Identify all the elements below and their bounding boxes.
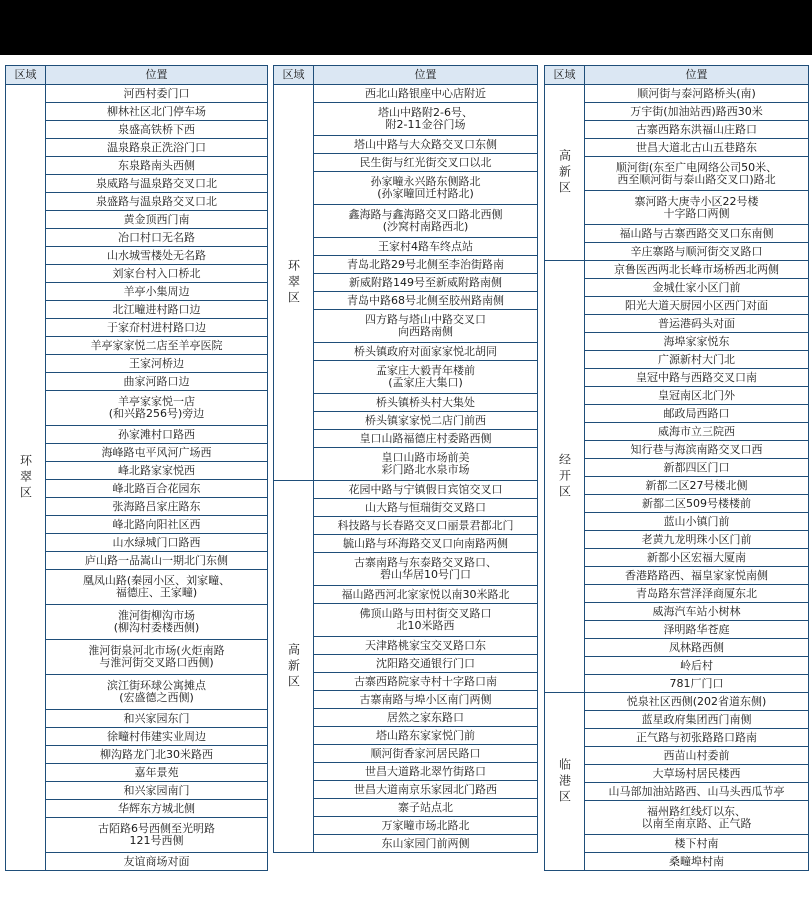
table-row bbox=[545, 549, 809, 567]
table-row bbox=[6, 319, 268, 337]
location-cell: 新都二区509号楼楼前 bbox=[585, 495, 809, 513]
table-row bbox=[545, 765, 809, 783]
table-row bbox=[545, 747, 809, 765]
location-cell: 曲家河路口边 bbox=[46, 373, 268, 391]
location-cell: 山水城雪楼处无名路 bbox=[46, 247, 268, 265]
location-list-sheet bbox=[0, 55, 812, 900]
location-cell: 顺河街与泰河路桥头(南) bbox=[585, 85, 809, 103]
table-row bbox=[274, 604, 538, 637]
location-cell: 黄金顶西门南 bbox=[46, 211, 268, 229]
location-cell: 张海路吕家庄路东 bbox=[46, 498, 268, 516]
location-cell: 古陌路6号西侧至光明路 121号西侧 bbox=[46, 818, 268, 853]
location-cell: 徐疃村伟建实业周边 bbox=[46, 728, 268, 746]
location-cell: 威海市立三院西 bbox=[585, 423, 809, 441]
table-row bbox=[274, 553, 538, 586]
table-row bbox=[274, 586, 538, 604]
location-cell: 沈阳路交通银行门口 bbox=[314, 655, 538, 673]
location-cell: 顺河街(东至广电网络公司50米、 西至顺河街与泰山路交叉口)路北 bbox=[585, 157, 809, 191]
location-cell: 孟家庄大毅青年楼前 (孟家庄大集口) bbox=[314, 361, 538, 394]
location-cell: 青岛北路29号北侧至李治街路南 bbox=[314, 256, 538, 274]
location-cell: 辛庄寨路与顺河街交叉路口 bbox=[585, 243, 809, 261]
table-row bbox=[545, 351, 809, 369]
table-row bbox=[274, 136, 538, 154]
table-row bbox=[274, 172, 538, 205]
location-cell: 河西村委门口 bbox=[46, 85, 268, 103]
table-row bbox=[274, 835, 538, 853]
table-row bbox=[274, 85, 538, 103]
location-cell: 福山路与古寨西路交叉口东南侧 bbox=[585, 225, 809, 243]
location-cell: 王家村4路车终点站 bbox=[314, 238, 538, 256]
table-row bbox=[6, 710, 268, 728]
region-cell: 高新区 bbox=[545, 85, 585, 261]
table-row bbox=[6, 552, 268, 570]
location-cell: 花园中路与宁镇假日宾馆交叉口 bbox=[314, 481, 538, 499]
location-cell: 万家疃市场北路北 bbox=[314, 817, 538, 835]
table-row bbox=[6, 498, 268, 516]
table-row bbox=[545, 621, 809, 639]
table-row bbox=[545, 243, 809, 261]
table-row bbox=[6, 516, 268, 534]
location-cell: 桑疃埠村南 bbox=[585, 853, 809, 871]
table-row bbox=[545, 333, 809, 351]
table-row bbox=[274, 727, 538, 745]
table-row bbox=[545, 225, 809, 243]
location-cell: 皇口山路市场前美 彩门路北水泉市场 bbox=[314, 448, 538, 481]
table-row bbox=[6, 444, 268, 462]
region-header: 区域 bbox=[545, 66, 585, 85]
location-cell: 蓝山小镇门前 bbox=[585, 513, 809, 531]
location-cell: 冶口村口无名路 bbox=[46, 229, 268, 247]
location-cell: 凤林路西侧 bbox=[585, 639, 809, 657]
location-cell: 孙家疃永兴路东侧路北 (孙家疃回迁村路北) bbox=[314, 172, 538, 205]
table-row bbox=[545, 405, 809, 423]
table-row bbox=[274, 655, 538, 673]
table-row bbox=[274, 673, 538, 691]
table-row bbox=[545, 459, 809, 477]
table-row bbox=[6, 229, 268, 247]
location-cell: 和兴家园南门 bbox=[46, 782, 268, 800]
location-cell: 老黄九龙明珠小区门前 bbox=[585, 531, 809, 549]
table-row bbox=[274, 412, 538, 430]
location-cell: 凰凤山路(秦园小区、刘家疃、 福德庄、王家疃) bbox=[46, 570, 268, 605]
table-row bbox=[274, 361, 538, 394]
location-cell: 塔山中路与大众路交叉口东侧 bbox=[314, 136, 538, 154]
location-cell: 佛顶山路与田村街交叉路口 北10米路西 bbox=[314, 604, 538, 637]
table-row bbox=[274, 745, 538, 763]
table-row bbox=[545, 835, 809, 853]
table-row bbox=[274, 310, 538, 343]
table-row bbox=[274, 154, 538, 172]
location-cell: 山马部加油站路西、山马头西瓜节亭 bbox=[585, 783, 809, 801]
table-row bbox=[545, 387, 809, 405]
table-row bbox=[6, 157, 268, 175]
table-row bbox=[274, 535, 538, 553]
location-cell: 毓山路与环海路交叉口向南路两侧 bbox=[314, 535, 538, 553]
table-row bbox=[6, 853, 268, 871]
table-row bbox=[274, 256, 538, 274]
table-row bbox=[6, 782, 268, 800]
location-cell: 峰北路向阳社区西 bbox=[46, 516, 268, 534]
location-cell: 温泉路泉正洗浴门口 bbox=[46, 139, 268, 157]
location-cell: 蓝星政府集团西门南侧 bbox=[585, 711, 809, 729]
region-cell: 经开区 bbox=[545, 261, 585, 693]
location-cell: 刘家台村入口桥北 bbox=[46, 265, 268, 283]
location-cell: 大草场村居民楼西 bbox=[585, 765, 809, 783]
table-row bbox=[545, 477, 809, 495]
location-cell: 山大路与恒瑞街交叉路口 bbox=[314, 499, 538, 517]
table-row bbox=[274, 103, 538, 136]
location-cell: 广源新村大门北 bbox=[585, 351, 809, 369]
location-cell: 万宇街(加油站西)路西30米 bbox=[585, 103, 809, 121]
location-cell: 皇口山路福德庄村委路西侧 bbox=[314, 430, 538, 448]
table-row bbox=[545, 495, 809, 513]
table-row bbox=[545, 567, 809, 585]
table-row bbox=[545, 675, 809, 693]
location-table-3 bbox=[544, 65, 809, 871]
table-row bbox=[274, 709, 538, 727]
location-cell: 顺河街香家河居民路口 bbox=[314, 745, 538, 763]
location-cell: 居然之家东路口 bbox=[314, 709, 538, 727]
table-row bbox=[6, 211, 268, 229]
table-row bbox=[545, 783, 809, 801]
location-cell: 邮政局西路口 bbox=[585, 405, 809, 423]
location-cell: 青岛路东营泽泽商厦东北 bbox=[585, 585, 809, 603]
table-row bbox=[6, 800, 268, 818]
location-header: 位置 bbox=[314, 66, 538, 85]
table-row bbox=[6, 265, 268, 283]
table-row bbox=[545, 139, 809, 157]
table-row bbox=[545, 693, 809, 711]
table-row bbox=[274, 238, 538, 256]
region-cell: 环翠区 bbox=[6, 85, 46, 871]
location-cell: 福州路红线灯以东、 以南至南京路、正气路 bbox=[585, 801, 809, 835]
table-row bbox=[6, 85, 268, 103]
location-cell: 北江疃进村路口边 bbox=[46, 301, 268, 319]
table-row bbox=[274, 817, 538, 835]
location-cell: 皇冠中路与西路交叉口南 bbox=[585, 369, 809, 387]
location-table-2 bbox=[273, 65, 538, 853]
location-cell: 科技路与长春路交叉口丽景君都北门 bbox=[314, 517, 538, 535]
location-cell: 羊亭家家悦一店 (和兴路256号)旁边 bbox=[46, 391, 268, 426]
table-row bbox=[6, 373, 268, 391]
table-row bbox=[545, 297, 809, 315]
table-row bbox=[545, 103, 809, 121]
table-row bbox=[6, 728, 268, 746]
table-row bbox=[6, 139, 268, 157]
table-row bbox=[545, 801, 809, 835]
location-cell: 淮河街柳沟市场 (柳沟村委楼西侧) bbox=[46, 605, 268, 640]
table-row bbox=[545, 157, 809, 191]
table-row bbox=[274, 799, 538, 817]
table-row bbox=[274, 481, 538, 499]
table-row bbox=[6, 103, 268, 121]
table-row bbox=[6, 301, 268, 319]
location-cell: 天津路桃家宝交叉路口东 bbox=[314, 637, 538, 655]
table-row bbox=[6, 764, 268, 782]
table-row bbox=[274, 637, 538, 655]
location-cell: 古寨西路东洪福山庄路口 bbox=[585, 121, 809, 139]
location-cell: 阳光大道天厨园小区西门对面 bbox=[585, 297, 809, 315]
region-header: 区域 bbox=[6, 66, 46, 85]
location-cell: 友谊商场对面 bbox=[46, 853, 268, 871]
table-row bbox=[6, 570, 268, 605]
location-cell: 世昌大道南京乐家园北门路西 bbox=[314, 781, 538, 799]
location-cell: 桥头镇家家悦二店门前西 bbox=[314, 412, 538, 430]
region-header: 区域 bbox=[274, 66, 314, 85]
location-cell: 淮河街泉河北市场(火炬南路 与淮河街交叉路口西侧) bbox=[46, 640, 268, 675]
table-row bbox=[274, 343, 538, 361]
location-cell: 楼下村南 bbox=[585, 835, 809, 853]
table-row bbox=[545, 191, 809, 225]
location-cell: 寨子站点北 bbox=[314, 799, 538, 817]
location-cell: 古寨南路与埠小区南门两侧 bbox=[314, 691, 538, 709]
location-table-1 bbox=[5, 65, 268, 871]
location-cell: 东山家园门前两侧 bbox=[314, 835, 538, 853]
table-row bbox=[545, 261, 809, 279]
table-row bbox=[274, 763, 538, 781]
location-cell: 四方路与塔山中路交叉口 向西路南侧 bbox=[314, 310, 538, 343]
table-row bbox=[274, 205, 538, 238]
location-cell: 威海汽车站小树林 bbox=[585, 603, 809, 621]
location-cell: 西北山路银座中心店附近 bbox=[314, 85, 538, 103]
region-cell: 临港区 bbox=[545, 693, 585, 871]
table-row bbox=[6, 675, 268, 710]
location-cell: 781厂门口 bbox=[585, 675, 809, 693]
location-cell: 塔山中路附2-6号、 附2-11金谷门场 bbox=[314, 103, 538, 136]
table-row bbox=[274, 274, 538, 292]
location-cell: 于家夼村进村路口边 bbox=[46, 319, 268, 337]
location-cell: 世昌大道路北翠竹街路口 bbox=[314, 763, 538, 781]
table-row bbox=[545, 639, 809, 657]
location-header: 位置 bbox=[585, 66, 809, 85]
location-cell: 柳林社区北门停车场 bbox=[46, 103, 268, 121]
location-cell: 青岛中路68号北侧至胶州路南侧 bbox=[314, 292, 538, 310]
location-cell: 海峰路屯平风河广场西 bbox=[46, 444, 268, 462]
location-cell: 古寨南路与东泰路交叉路口、 碧山华居10号门口 bbox=[314, 553, 538, 586]
location-cell: 泽明路华苍庭 bbox=[585, 621, 809, 639]
table-row bbox=[6, 337, 268, 355]
table-row bbox=[545, 85, 809, 103]
location-cell: 庐山路一品嵩山一期北门东侧 bbox=[46, 552, 268, 570]
location-cell: 新威附路149号至新威附路南侧 bbox=[314, 274, 538, 292]
table-row bbox=[6, 355, 268, 373]
table-row bbox=[545, 315, 809, 333]
table-row bbox=[6, 283, 268, 301]
table-row bbox=[545, 279, 809, 297]
location-cell: 鑫海路与鑫海路交叉口路北西侧 (沙窝村南路西北) bbox=[314, 205, 538, 238]
location-cell: 福山路西河北家家悦以南30米路北 bbox=[314, 586, 538, 604]
table-row bbox=[545, 531, 809, 549]
location-cell: 峰北路百合花园东 bbox=[46, 480, 268, 498]
location-cell: 香港路路西、福皇家家悦南侧 bbox=[585, 567, 809, 585]
location-cell: 山水绿城门口路西 bbox=[46, 534, 268, 552]
table-row bbox=[6, 605, 268, 640]
table-row bbox=[545, 585, 809, 603]
table-row bbox=[274, 691, 538, 709]
table-row bbox=[545, 423, 809, 441]
table-row bbox=[274, 394, 538, 412]
location-cell: 柳沟路龙门北30米路西 bbox=[46, 746, 268, 764]
table-row bbox=[6, 247, 268, 265]
table-row bbox=[545, 657, 809, 675]
location-cell: 寨河路大庚寺小区22号楼 十字路口两侧 bbox=[585, 191, 809, 225]
location-header: 位置 bbox=[46, 66, 268, 85]
table-row bbox=[545, 711, 809, 729]
table-row bbox=[545, 513, 809, 531]
table-row bbox=[6, 818, 268, 853]
table-row bbox=[6, 175, 268, 193]
location-cell: 泉盛路与温泉路交叉口北 bbox=[46, 193, 268, 211]
location-cell: 普运港码头对面 bbox=[585, 315, 809, 333]
table-row bbox=[6, 534, 268, 552]
table-row bbox=[545, 853, 809, 871]
table-row bbox=[6, 193, 268, 211]
table-row bbox=[274, 448, 538, 481]
location-cell: 古寨西路院家寺村十字路口南 bbox=[314, 673, 538, 691]
location-cell: 金城仕家小区门前 bbox=[585, 279, 809, 297]
location-cell: 新都四区门口 bbox=[585, 459, 809, 477]
location-cell: 民生街与红光街交叉口以北 bbox=[314, 154, 538, 172]
table-row bbox=[274, 430, 538, 448]
location-cell: 羊亭小集周边 bbox=[46, 283, 268, 301]
table-row bbox=[545, 441, 809, 459]
table-row bbox=[545, 369, 809, 387]
location-cell: 京鲁医西两北长峰市场桥西北两侧 bbox=[585, 261, 809, 279]
location-cell: 世昌大道北古山五巷路东 bbox=[585, 139, 809, 157]
location-cell: 新都小区宏福大厦南 bbox=[585, 549, 809, 567]
location-cell: 泉盛高铁桥下西 bbox=[46, 121, 268, 139]
table-row bbox=[6, 391, 268, 426]
table-row bbox=[6, 640, 268, 675]
table-row bbox=[6, 462, 268, 480]
table-row bbox=[6, 480, 268, 498]
table-row bbox=[274, 499, 538, 517]
location-cell: 正气路与初张路路口路南 bbox=[585, 729, 809, 747]
table-row bbox=[6, 121, 268, 139]
location-cell: 羊亭家家悦二店至羊亭医院 bbox=[46, 337, 268, 355]
table-row bbox=[274, 781, 538, 799]
location-cell: 悦泉社区西侧(202省道东侧) bbox=[585, 693, 809, 711]
location-cell: 知行巷与海滨南路交叉口西 bbox=[585, 441, 809, 459]
table-row bbox=[6, 426, 268, 444]
table-row bbox=[545, 729, 809, 747]
table-row bbox=[545, 121, 809, 139]
location-cell: 桥头镇桥头村大集处 bbox=[314, 394, 538, 412]
location-cell: 华辉东方城北侧 bbox=[46, 800, 268, 818]
location-cell: 和兴家园东门 bbox=[46, 710, 268, 728]
location-cell: 东泉路南头西侧 bbox=[46, 157, 268, 175]
location-cell: 峰北路家家悦西 bbox=[46, 462, 268, 480]
location-cell: 滨江街环球公寓摊点 (宏盛德之西侧) bbox=[46, 675, 268, 710]
location-cell: 新都二区27号楼北侧 bbox=[585, 477, 809, 495]
location-cell: 岭后村 bbox=[585, 657, 809, 675]
location-cell: 桥头镇政府对面家家悦北胡同 bbox=[314, 343, 538, 361]
table-row bbox=[545, 603, 809, 621]
table-row bbox=[6, 746, 268, 764]
location-cell: 王家河桥边 bbox=[46, 355, 268, 373]
location-cell: 塔山路东家家悦门前 bbox=[314, 727, 538, 745]
location-cell: 泉威路与温泉路交叉口北 bbox=[46, 175, 268, 193]
location-cell: 孙家滩村口路西 bbox=[46, 426, 268, 444]
top-black-bar bbox=[0, 0, 812, 55]
region-cell: 环翠区 bbox=[274, 85, 314, 481]
location-cell: 皇冠南区北门外 bbox=[585, 387, 809, 405]
table-row bbox=[274, 517, 538, 535]
location-cell: 西苗山村委前 bbox=[585, 747, 809, 765]
region-cell: 高新区 bbox=[274, 481, 314, 853]
table-row bbox=[274, 292, 538, 310]
location-cell: 嘉年景苑 bbox=[46, 764, 268, 782]
location-cell: 海埠家家悦东 bbox=[585, 333, 809, 351]
